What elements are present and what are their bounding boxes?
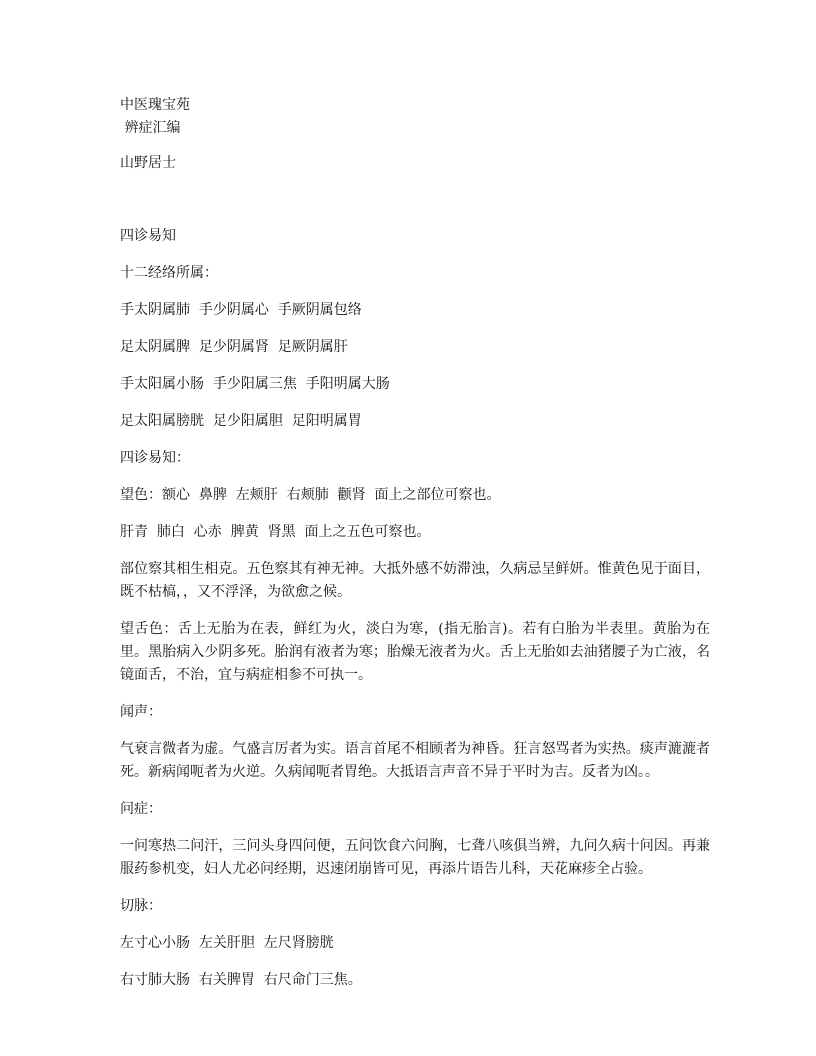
meridian-line: 足太阳属膀胱 足少阳属胆 足阳明属胃	[120, 413, 362, 429]
listening-heading: 闻声：	[120, 704, 162, 720]
document-title: 中医瑰宝苑	[120, 97, 190, 113]
four-diagnosis-heading: 四诊易知：	[120, 450, 190, 466]
pulse-right-line: 右寸肺大肠 右关脾胃 右尺命门三焦。	[120, 972, 362, 988]
meridian-line: 足太阴属脾 足少阴属肾 足厥阴属肝	[120, 339, 348, 355]
document-subtitle: 辨症汇编	[120, 120, 181, 136]
listening-paragraph: 气衰言微者为虚。气盛言厉者为实。语言首尾不相顾者为神昏。狂言怒骂者为实热。痰声漉漉者死。新病闻呃者为火逆。久病闻呃者胃绝。大抵语言声音不异于平时为吉。反者为凶。。	[120, 741, 710, 780]
inspection-paragraph: 部位察其相生相克。五色察其有神无神。大抵外感不妨滞浊，久病忌呈鲜妍。惟黄色见于面目，既不枯槁，，又不浮泽，为欲愈之候。	[120, 561, 710, 600]
pulse-left-line: 左寸心小肠 左关肝胆 左尺肾膀胱	[120, 935, 334, 951]
section-heading: 四诊易知	[120, 228, 176, 244]
document-author: 山野居士	[120, 155, 176, 171]
meridian-line: 手太阳属小肠 手少阳属三焦 手阳明属大肠	[120, 376, 390, 392]
meridian-line: 手太阴属肺 手少阴属心 手厥阴属包络	[120, 302, 362, 318]
inspection-line: 望色：额心 鼻脾 左颊肝 右颊肺 颧肾 面上之部位可察也。	[120, 487, 501, 503]
document-page	[120, 94, 710, 992]
inquiry-heading: 问症：	[120, 801, 162, 817]
inquiry-paragraph: 一问寒热二问汗，三问头身四问便，五问饮食六问胸，七聋八咳俱当辨，九问久病十问因。再兼服药参机变，妇人尤必问经期，迟速闭崩皆可见，再添片语告儿科，天花麻疹全占验。	[120, 838, 710, 877]
inspection-line: 肝青 肺白 心赤 脾黄 肾黑 面上之五色可察也。	[120, 524, 431, 540]
pulse-heading: 切脉：	[120, 898, 162, 914]
meridians-heading: 十二经络所属：	[120, 265, 218, 281]
tongue-paragraph: 望舌色：舌上无胎为在表，鲜红为火，淡白为寒，(指无胎言)。若有白胎为半表里。黄胎为在里。黑胎病入少阴多死。胎润有液者为寒；胎燥无液者为火。舌上无胎如去油猪腰子为亡液，名镜面舌，不治，宜与病症相参不可执一。	[120, 621, 710, 683]
